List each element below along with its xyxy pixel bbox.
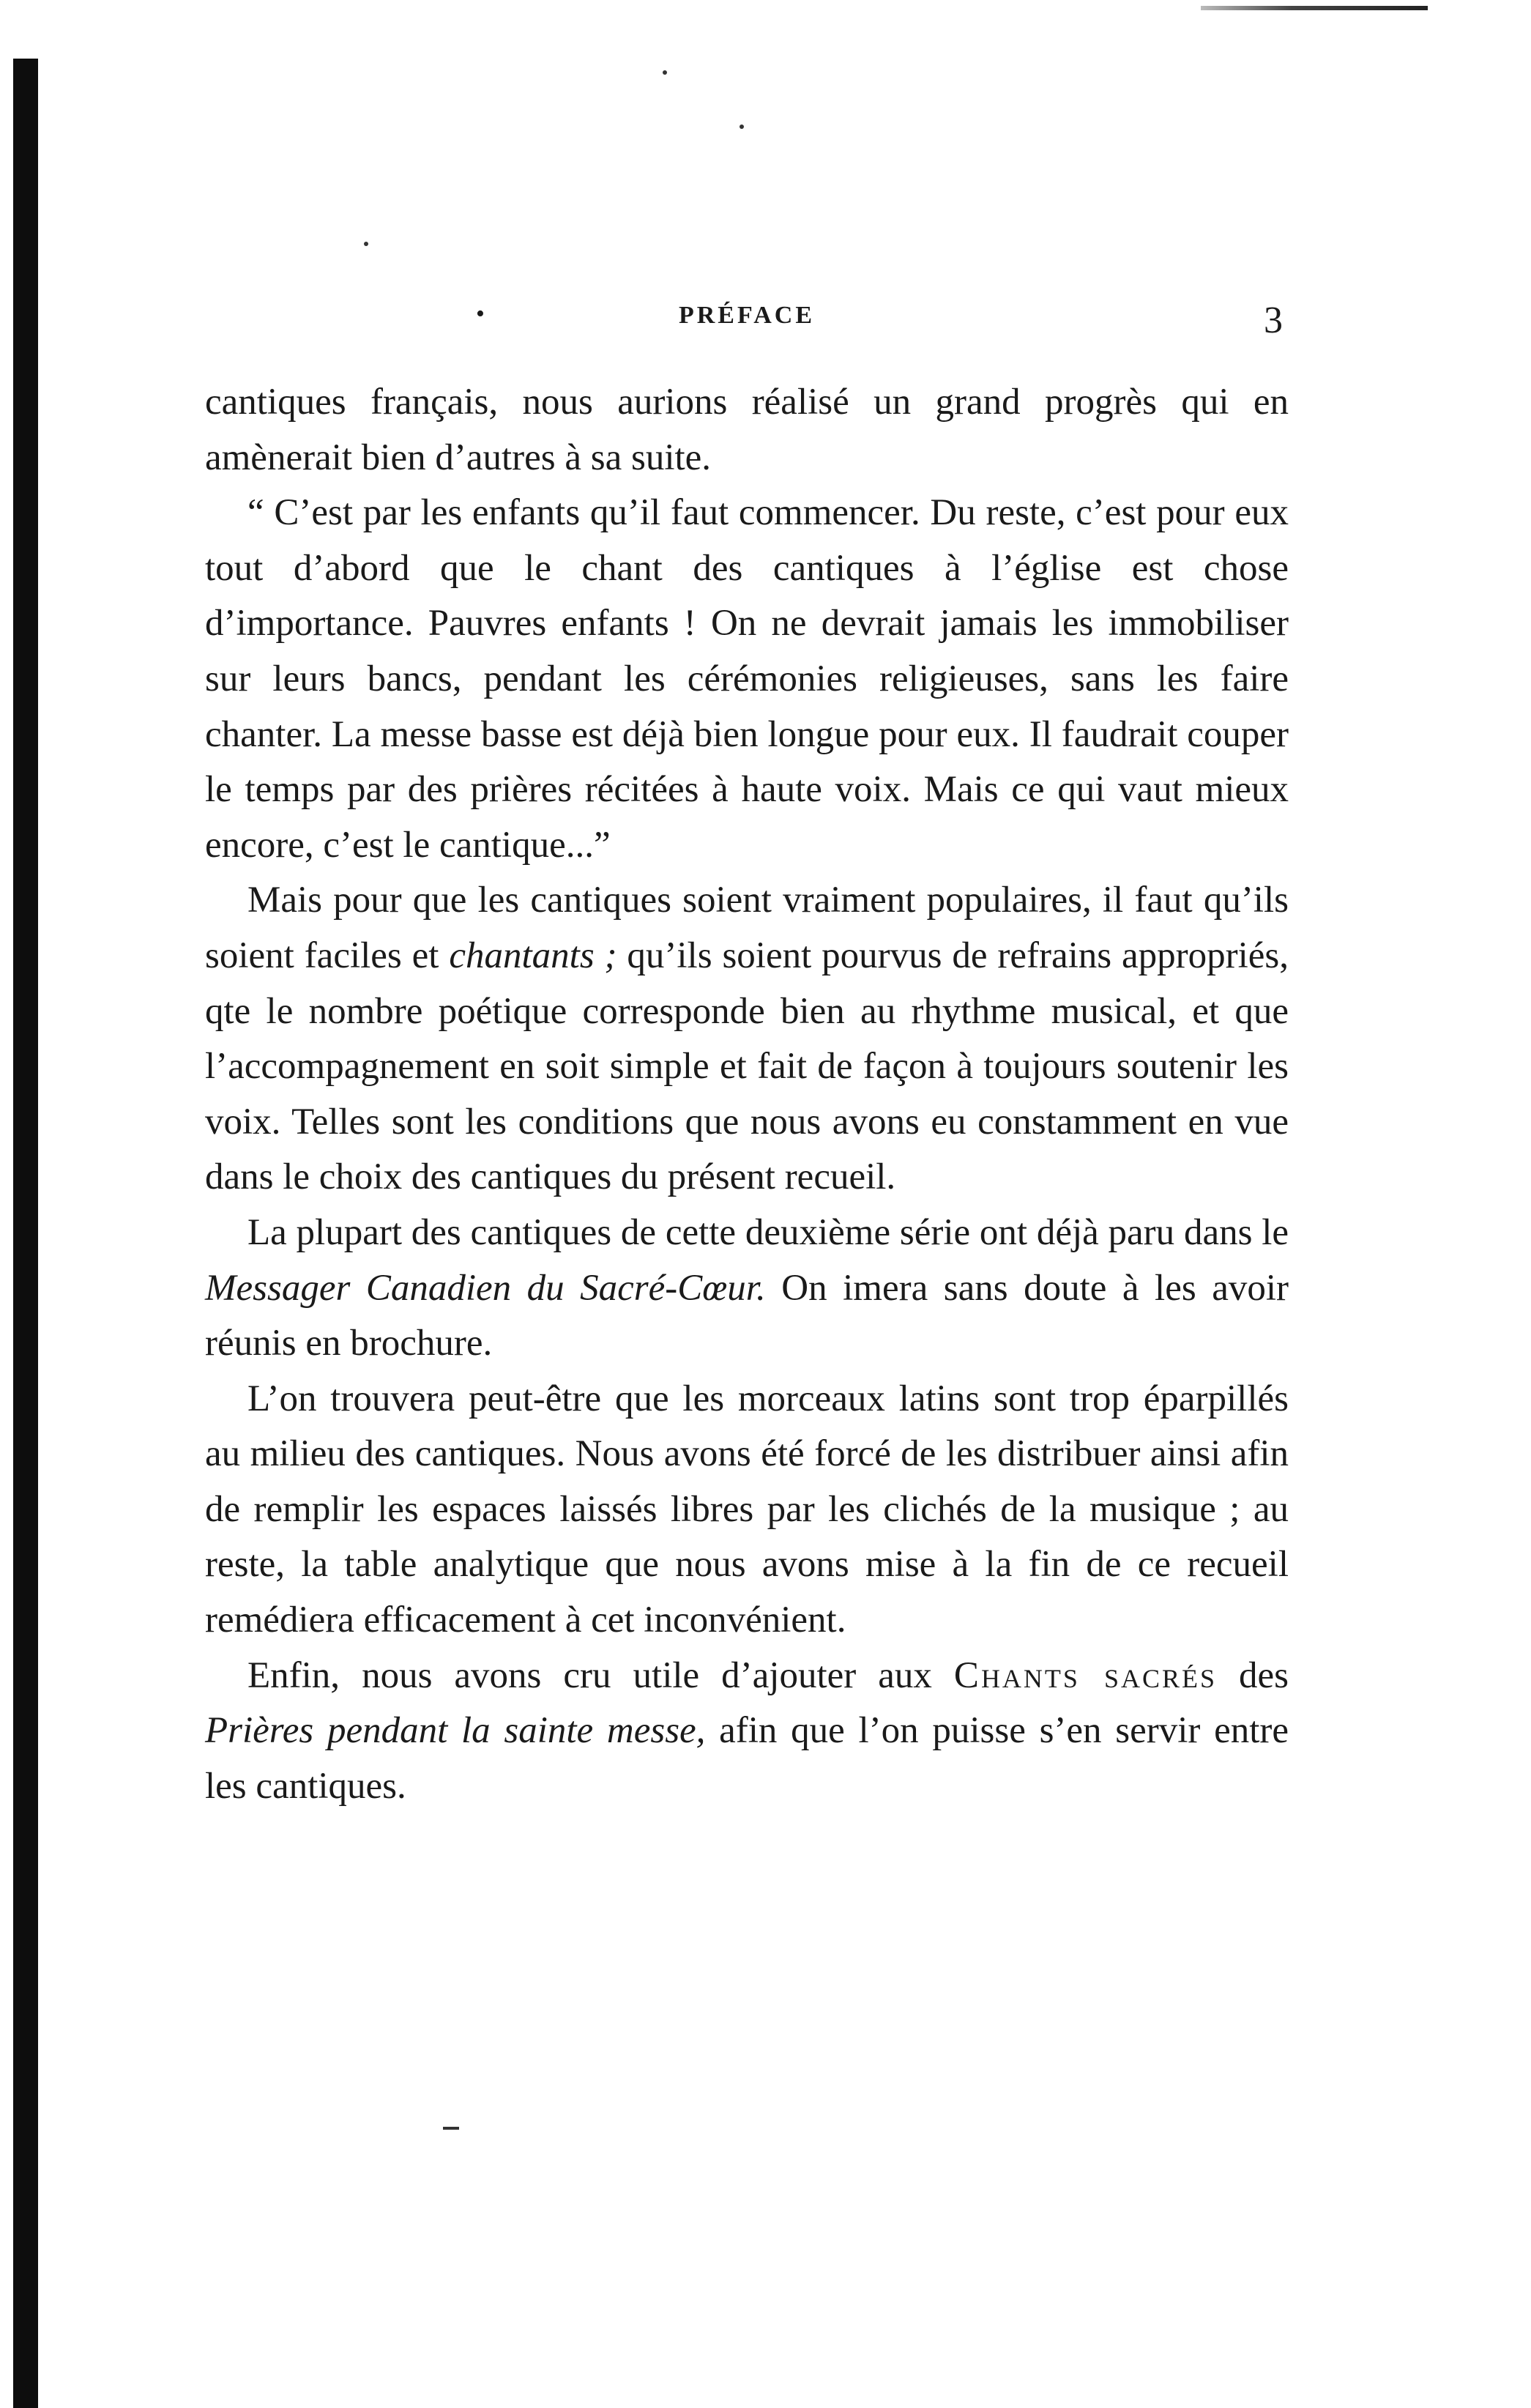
scan-speck [740,125,744,129]
paragraph-5: L’on trouvera peut-être que les morceaux latins sont trop éparpillés au milieu des cantiques. Nous avons été forcé de les distribuer ainsi afin de remplir les espaces laissés libres par les clichés de la musique ; au reste, la table analytique que nous avons mise à la fin de ce recueil remédiera efficacement à cet inconvénient. [205,1378,1289,1641]
paragraph-3 [205,873,1289,1205]
paragraph-4-text: La plupart des cantiques de cette deuxième série ont déjà paru dans le [247,1211,1289,1253]
paragraph-6-text: Enfin, nous avons cru utile d’ajouter aux [247,1654,954,1696]
scan-top-rule [1201,6,1428,10]
page-number: 3 [1264,300,1283,341]
scan-speck [364,242,368,246]
scan-speck [663,70,667,75]
scan-dash [443,2127,459,2130]
paragraph-6 [205,1649,1289,1815]
running-head [205,299,1289,350]
paragraph-6-italic: Prières pendant la sainte messe, [205,1710,706,1752]
scan-binding-edge [13,59,38,2408]
head-mark: • [476,300,485,327]
paragraph-2: “ C’est par les enfants qu’il faut commencer. Du reste, c’est pour eux tout d’abord que le chant des cantiques à l’église est chose d’importance. Pauvres enfants ! On ne devrait jamais les immobiliser sur leurs bancs, pendant les cérémonies religieuses, sans les faire chanter. La messe basse est déjà bien longue pour eux. Il faudrait couper le temps par des prières récitées à haute voix. Mais ce qui vaut mieux encore, c’est le cantique...” [205,492,1289,866]
paragraph-3-text-end: qu’ils soient pourvus de refrains appropriés, qte le nombre poétique corresponde bien au rhythme musical, et que l’accompagnement en soit simple et fait de façon à toujours soutenir les voix. Telles sont les conditions que nous avons eu constamment en vue dans le choix des cantiques du présent recueil. [205,934,1289,1198]
paragraph-4-text-end: On imera sans doute à les avoir réunis en brochure. [205,1267,1289,1364]
paragraph-4 [205,1205,1289,1372]
page-title: PRÉFACE [678,302,816,329]
paragraph-6-text-mid: des [1217,1654,1289,1696]
paragraph-3-italic: chantants ; [449,934,617,976]
paragraph-6-smallcaps: Chants sacrés [953,1654,1218,1696]
body-text [205,375,1289,1814]
paragraph-4-italic: Messager Canadien du Sacré-Cœur. [205,1267,766,1309]
paragraph-1: cantiques français, nous aurions réalisé un grand progrès qui en amènerait bien d’autres à sa suite. [205,382,1289,478]
paragraph-6-text-end: afin que l’on puisse s’en servir entre les cantiques. [205,1710,1289,1807]
paragraph-3-text: Mais pour que les cantiques soient vraiment populaires, il faut qu’ils soient faciles et [205,880,1289,976]
